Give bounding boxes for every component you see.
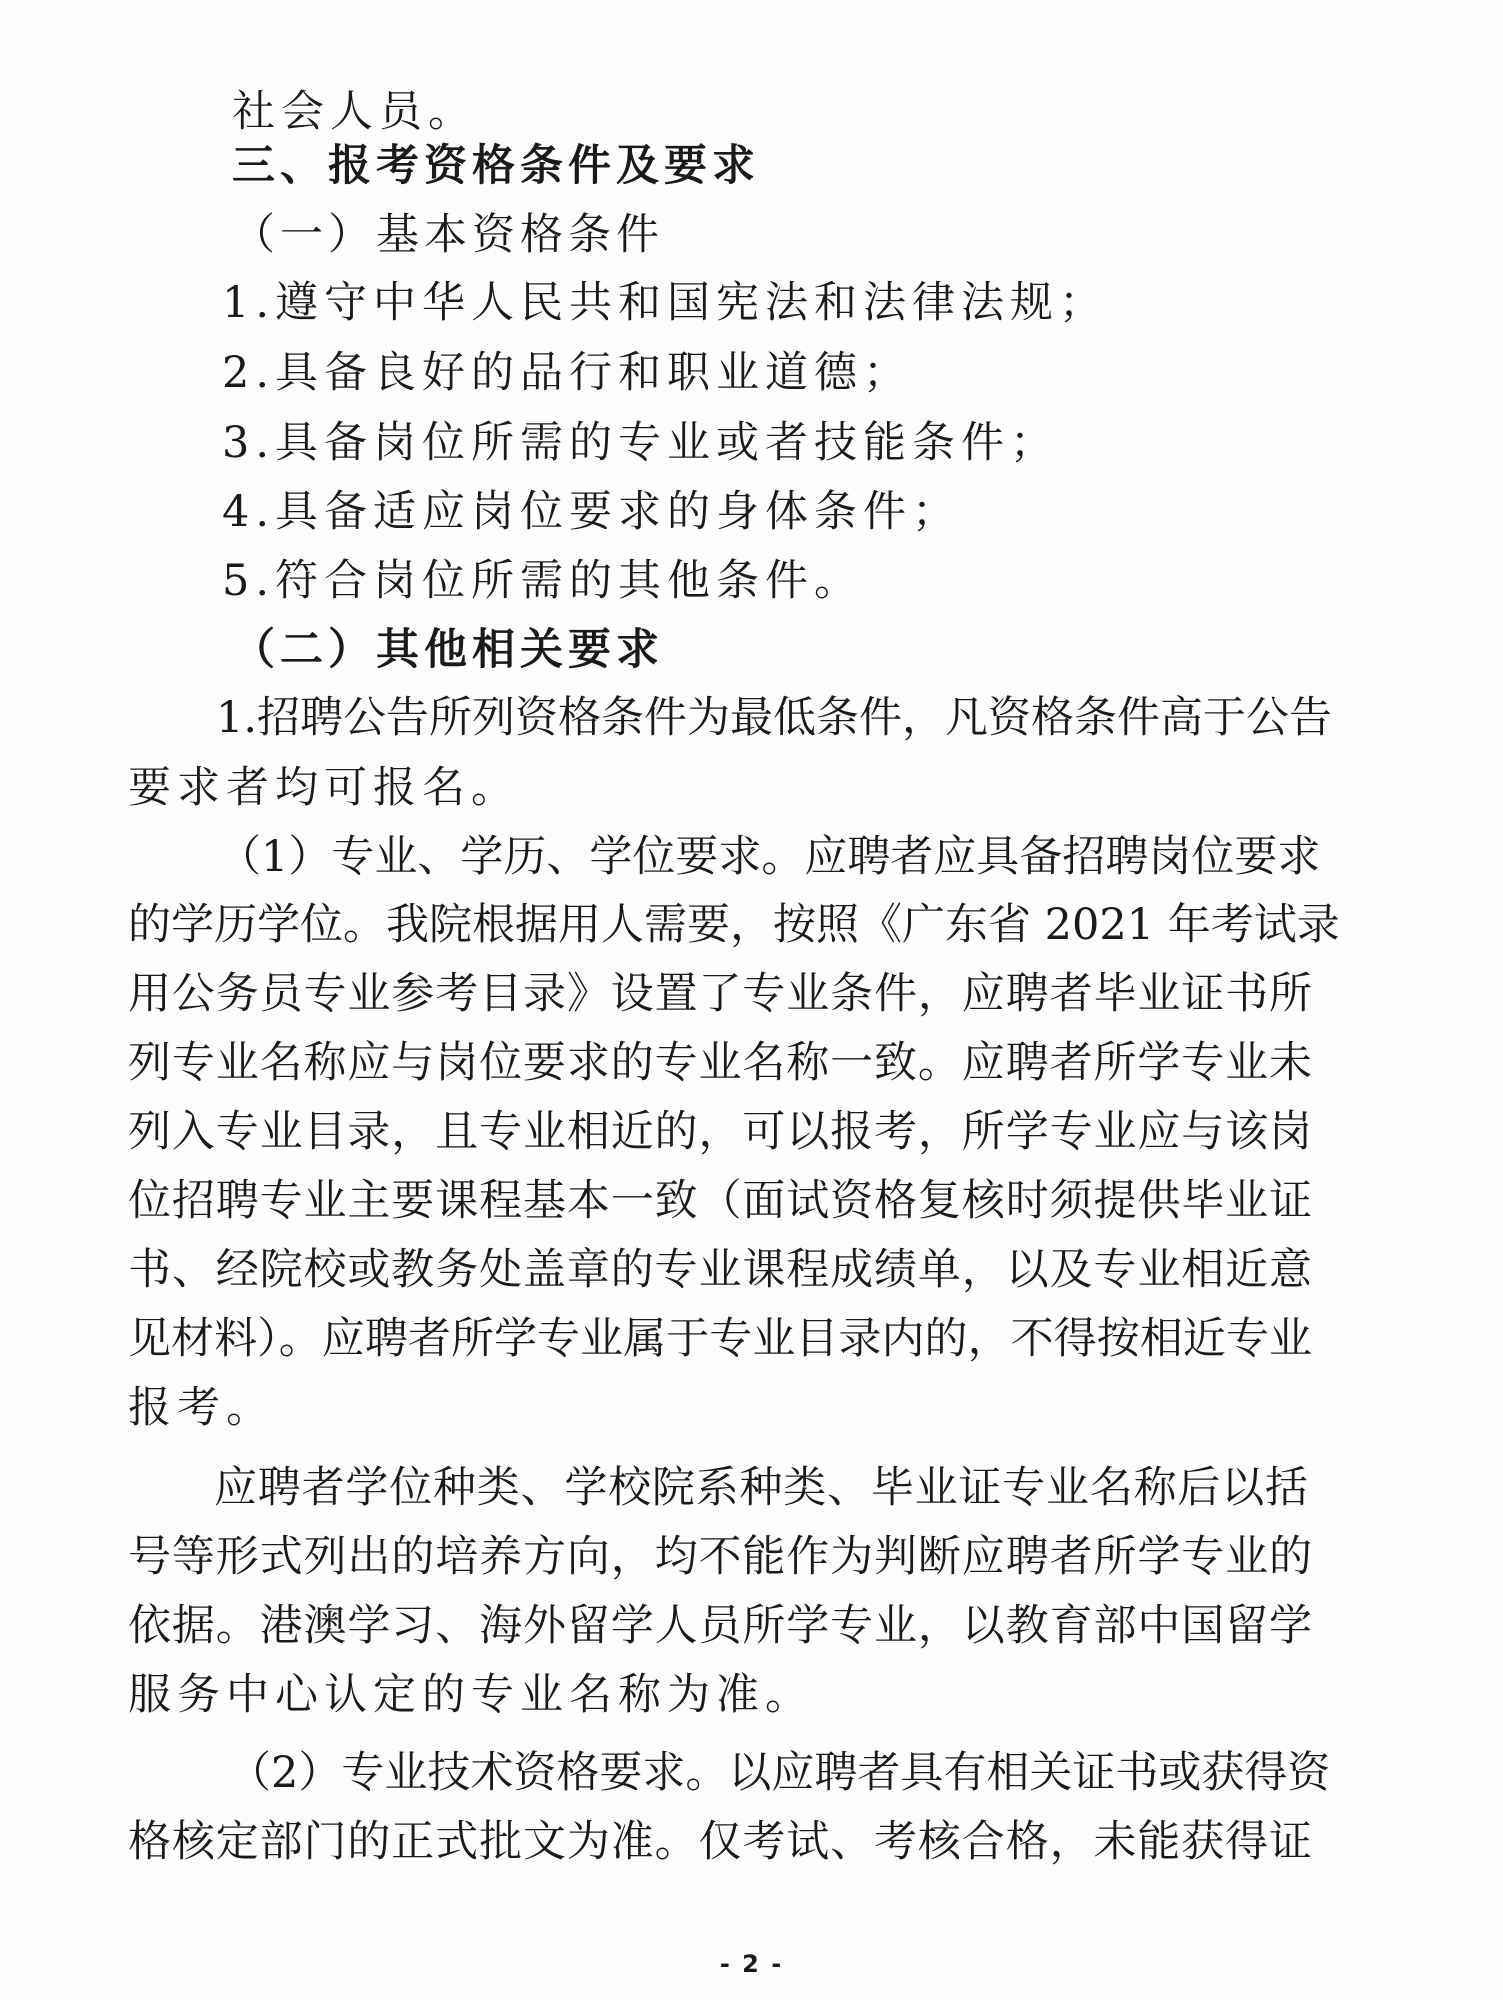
paragraph-line: 要求者均可报名。 — [128, 763, 520, 813]
paragraph-line: （1）专业、学历、学位要求。应聘者应具备招聘岗位要求 — [218, 832, 1321, 882]
paragraph-line: 服务中心认定的专业名称为准。 — [128, 1670, 814, 1720]
list-item: 2.具备良好的品行和职业道德； — [222, 348, 913, 398]
paragraph-line: 报考。 — [128, 1383, 275, 1433]
section-heading: 三、报考资格条件及要求 — [232, 141, 760, 191]
subsection-heading: （一）基本资格条件 — [232, 210, 664, 260]
paragraph-line: 书、经院校或教务处盖章的专业课程成绩单，以及专业相近意 — [128, 1245, 1312, 1295]
list-item: 5.符合岗位所需的其他条件。 — [222, 556, 864, 606]
list-item: 1.遵守中华人民共和国宪法和法律法规； — [222, 278, 1109, 328]
paragraph-line: 列专业名称应与岗位要求的专业名称一致。应聘者所学专业未 — [128, 1038, 1312, 1088]
text-line: 社会人员。 — [232, 87, 477, 137]
page-number: - 2 - — [719, 1950, 784, 1978]
paragraph-line: 1.招聘公告所列资格条件为最低条件，凡资格条件高于公告 — [216, 693, 1333, 743]
paragraph-line: 的学历学位。我院根据用人需要，按照《广东省 2021 年考试录 — [128, 900, 1340, 950]
list-item: 4.具备适应岗位要求的身体条件； — [222, 487, 962, 537]
subsection-heading: （二）其他相关要求 — [232, 625, 664, 675]
paragraph-line: 用公务员专业参考目录》设置了专业条件，应聘者毕业证书所 — [128, 969, 1312, 1019]
paragraph-line: 应聘者学位种类、学校院系种类、毕业证专业名称后以括 — [214, 1463, 1308, 1513]
paragraph-line: 格核定部门的正式批文为准。仅考试、考核合格，未能获得证 — [128, 1817, 1312, 1867]
paragraph-line: （2）专业技术资格要求。以应聘者具有相关证书或获得资 — [228, 1748, 1331, 1798]
paragraph-line: 位招聘专业主要课程基本一致（面试资格复核时须提供毕业证 — [128, 1176, 1312, 1226]
paragraph-line: 列入专业目录，且专业相近的，可以报考，所学专业应与该岗 — [128, 1107, 1312, 1157]
paragraph-line: 见材料）。应聘者所学专业属于专业目录内的，不得按相近专业 — [128, 1314, 1312, 1364]
paragraph-line: 号等形式列出的培养方向，均不能作为判断应聘者所学专业的 — [128, 1532, 1312, 1582]
list-item: 3.具备岗位所需的专业或者技能条件； — [222, 418, 1060, 468]
paragraph-line: 依据。港澳学习、海外留学人员所学专业，以教育部中国留学 — [128, 1601, 1312, 1651]
